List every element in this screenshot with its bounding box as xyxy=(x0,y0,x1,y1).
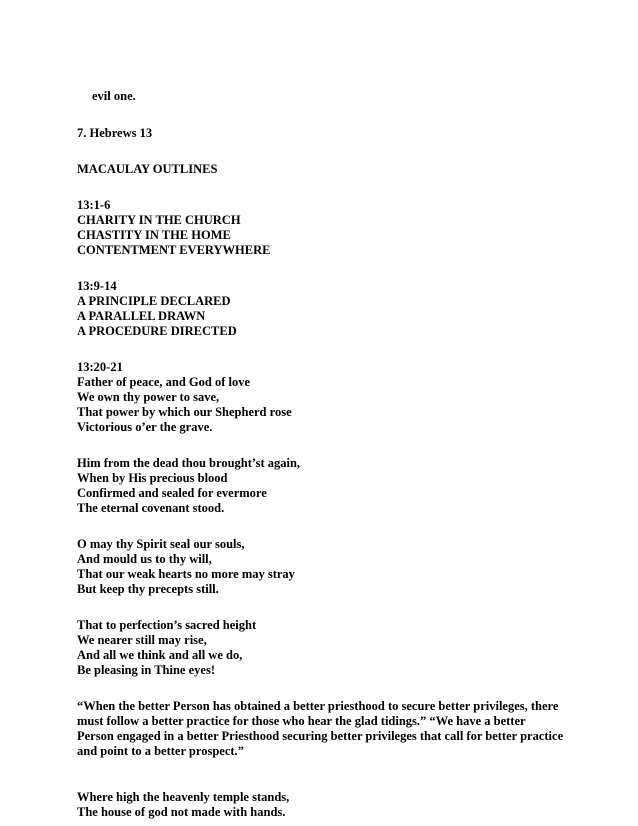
stanza4-line: Be pleasing in Thine eyes! xyxy=(77,663,215,677)
section1-line: CHARITY IN THE CHURCH xyxy=(77,213,241,227)
stanza1-line: That power by which our Shepherd rose xyxy=(77,405,292,419)
section2-ref: 13:9-14 xyxy=(77,279,117,293)
stanza4-line: That to perfection’s sacred height xyxy=(77,618,257,632)
continuation-text: evil one. xyxy=(92,89,136,103)
stanza3-line: O may thy Spirit seal our souls, xyxy=(77,537,245,551)
section1-line: CONTENTMENT EVERYWHERE xyxy=(77,243,271,257)
section2-line: A PROCEDURE DIRECTED xyxy=(77,324,237,338)
section1-ref: 13:1-6 xyxy=(77,198,111,212)
stanza3-line: But keep thy precepts still. xyxy=(77,582,219,596)
chapter-heading: 7. Hebrews 13 xyxy=(77,126,153,140)
stanza3-line: That our weak hearts no more may stray xyxy=(77,567,295,581)
stanza1-line: Victorious o’er the grave. xyxy=(77,420,213,434)
stanza2-line: Confirmed and sealed for evermore xyxy=(77,486,267,500)
stanza1-line: We own thy power to save, xyxy=(77,390,220,404)
final-stanza-line: The house of god not made with hands. xyxy=(77,805,286,819)
quote-line: “When the better Person has obtained a better priesthood to secure better privileges, there xyxy=(77,699,559,713)
stanza4-line: And all we think and all we do, xyxy=(77,648,243,662)
section3-ref: 13:20-21 xyxy=(77,360,123,374)
final-stanza-line: Where high the heavenly temple stands, xyxy=(77,790,290,804)
stanza2-line: Him from the dead thou brought’st again, xyxy=(77,456,301,470)
section2-line: A PARALLEL DRAWN xyxy=(77,309,206,323)
quote-line: and point to a better prospect.” xyxy=(77,744,244,758)
quote-line: must follow a better practice for those who hear the glad tidings.” “We have a better xyxy=(77,714,526,728)
stanza2-line: The eternal covenant stood. xyxy=(77,501,225,515)
stanza1-line: Father of peace, and God of love xyxy=(77,375,251,389)
stanza4-line: We nearer still may rise, xyxy=(77,633,207,647)
stanza2-line: When by His precious blood xyxy=(77,471,228,485)
outline-title: MACAULAY OUTLINES xyxy=(77,162,218,176)
section1-line: CHASTITY IN THE HOME xyxy=(77,228,231,242)
quote-line: Person engaged in a better Priesthood securing better privileges that call for better practice xyxy=(77,729,564,743)
stanza3-line: And mould us to thy will, xyxy=(77,552,212,566)
section2-line: A PRINCIPLE DECLARED xyxy=(77,294,231,308)
